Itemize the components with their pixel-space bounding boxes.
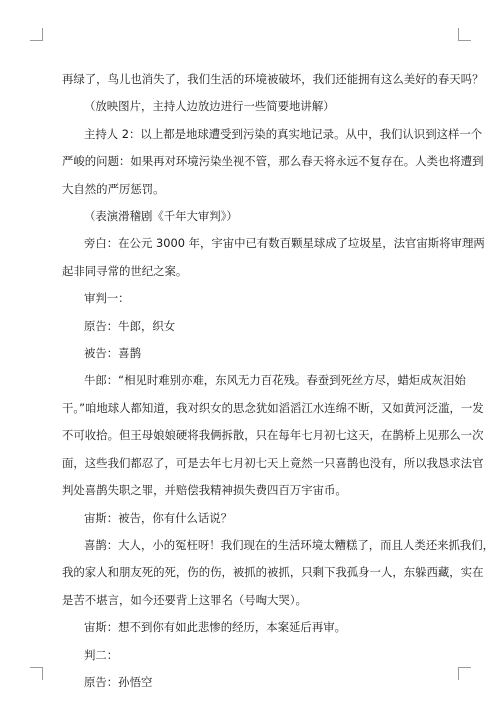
text-line: 喜鹊：大人，小的冤枉呀！我们现在的生活环境太糟糕了，而且人类还来抓我们， — [84, 537, 495, 552]
text-line: 起非同寻常的世纪之案。 — [62, 263, 188, 278]
text-line: 主持人 2：以上都是地球遭受到污染的真实地记录。从中，我们认识到这样一个 — [84, 126, 483, 141]
text-line: （表演滑稽剧《千年大审判》） — [84, 209, 238, 224]
text-line: 不可收拾。但王母娘娘硬将我俩拆散，只在每年七月初七这天，在鹊桥上见那么一次 — [62, 428, 484, 443]
text-line: 宙斯：被告，你有什么话说？ — [84, 510, 233, 525]
crop-mark-bottom-right — [458, 667, 471, 680]
text-line: 再绿了，鸟儿也消失了，我们生活的环境被破坏，我们还能拥有这么美好的春天吗？ — [62, 72, 484, 86]
crop-mark-top-left — [30, 28, 43, 41]
text-line: 原告：孙悟空 — [84, 674, 153, 689]
text-line: 判二： — [84, 647, 119, 662]
text-line: （放映图片，主持人边放边进行一些简要地讲解） — [84, 99, 335, 114]
document-body — [62, 66, 495, 696]
text-line: 面，这些我们都忍了，可是去年七月初七天上竟然一只喜鹊也没有，所以我恳求法官 — [62, 455, 484, 470]
text-line: 严峻的问题：如果再对环境污染坐视不管，那么春天将永远不复存在。人类也将遭到 — [62, 154, 484, 169]
text-line: 我的家人和朋友死的死，伤的伤，被抓的被抓，只剩下我孤身一人，东躲西藏，实在 — [62, 565, 484, 580]
text-line: 牛郎：“相见时难别亦难，东风无力百花残。春蚕到死丝方尽，蜡炬成灰泪始 — [84, 373, 466, 388]
text-line: 旁白：在公元 3000 年，宇宙中已有数百颗星球成了垃圾星，法官宙斯将审理两 — [84, 236, 485, 251]
text-line: 原告：牛郎，织女 — [84, 318, 176, 333]
text-line: 宙斯：想不到你有如此悲惨的经历，本案延后再审。 — [84, 620, 346, 635]
text-line: 被告：喜鹊 — [84, 346, 141, 361]
text-line: 判处喜鹊失职之罪，并赔偿我精神损失费四百万宇宙币。 — [62, 483, 347, 498]
text-line: 大自然的严厉惩罚。 — [62, 181, 165, 196]
crop-mark-bottom-left — [30, 667, 43, 680]
text-line: 是苦不堪言，如今还要背上这罪名（号啕大哭）。 — [62, 592, 307, 607]
crop-mark-top-right — [458, 28, 471, 41]
text-line: 审判一： — [84, 291, 130, 306]
text-line: 干。”咱地球人都知道，我对织女的思念犹如滔滔江水连绵不断，又如黄河泛滥，一发 — [62, 400, 484, 415]
